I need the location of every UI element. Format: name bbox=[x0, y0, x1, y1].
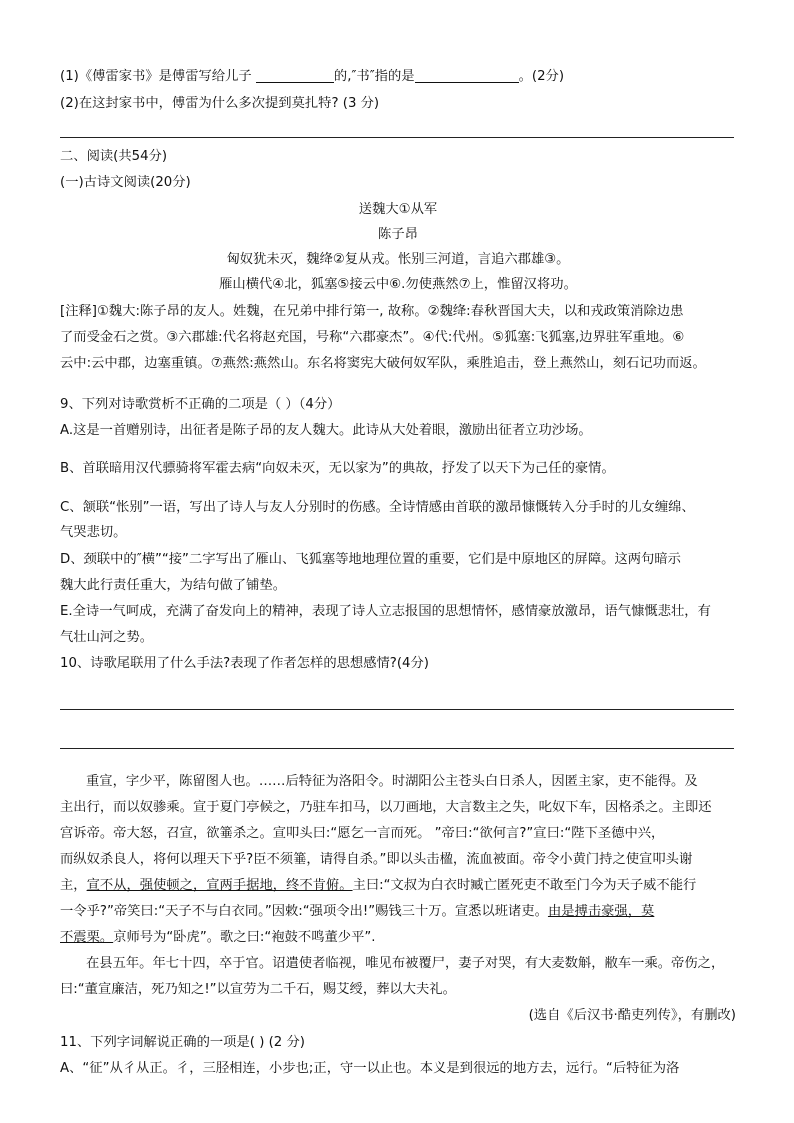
q1-mid: 的,″书″指的是 bbox=[333, 69, 415, 84]
poem-author: 陈子昂 bbox=[378, 227, 418, 242]
answer-blank-1[interactable] bbox=[256, 68, 334, 83]
subsection-title: (一)古诗文阅读(20分) bbox=[60, 175, 191, 190]
poem-title: 送魏大①从军 bbox=[358, 202, 438, 217]
note-line: 云中:云中郡，边塞重镇。⑦燕然:燕然山。东名将窦宪大破何奴军队，乘胜追击，登上燕然山，刻石记功而返。 bbox=[60, 356, 706, 371]
passage-line: 主出行，而以奴骖乘。宣于夏门亭候之，乃驻车扣马，以刀画地，大言数主之失，叱奴下车，因格杀之。主即还 bbox=[60, 800, 712, 815]
q9-option-d: D、颈联中的″横”“接”二字写出了雁山、飞狐塞等地地理位置的重要，它们是中原地区的屏障。这两句暗示 bbox=[60, 552, 681, 567]
q1-prefix: (1)《傅雷家书》是傅雷写给儿子 bbox=[60, 69, 256, 84]
q9-option-e-cont: 气壮山河之势。 bbox=[60, 630, 154, 645]
question-part-1 bbox=[60, 68, 736, 86]
q11-option-a: A、“征”从彳从正。彳，三胫相连，小步也;正，守一以止也。本义是到很远的地方去，远行。“后特征为洛 bbox=[60, 1061, 680, 1076]
underlined-sentence: 不震栗。 bbox=[60, 930, 114, 945]
poem-line-1: 匈奴犹未灭，魏绛②复从戎。怅别三河道，言追六郡雄③。 bbox=[226, 252, 570, 267]
q11-stem: 11、下列字词解说正确的一项是( ) (2 分) bbox=[60, 1035, 305, 1050]
passage-source: (选自《后汉书·酷吏列传》，有删改) bbox=[528, 1008, 736, 1023]
passage-line: 重宣，字少平，陈留图人也。……后特征为洛阳令。时湖阳公主苍头白日杀人，因匿主家，吏不能得。及 bbox=[86, 774, 698, 789]
q9-option-e: E.全诗一气呵成，充满了奋发向上的精神，表现了诗人立志报国的思想情怀，感情豪放激昂，语气慷慨悲壮，有 bbox=[60, 604, 711, 619]
poem-line-2: 雁山横代④北，狐塞⑤接云中⑥.勿使燕然⑦上，惟留汉将功。 bbox=[219, 277, 577, 292]
answer-blank-2[interactable] bbox=[415, 68, 519, 83]
q1-suffix: 。(2分) bbox=[518, 69, 565, 84]
q9-option-c: C、颔联“怅别”一语，写出了诗人与友人分别时的伤感。全诗情感由首联的激昂慷慨转入分手时的儿女缠绵、 bbox=[60, 500, 695, 515]
passage-line: 而纵奴杀良人，将何以理天下乎?臣不须箠，请得自杀。”即以头击楹，流血被面。帝令小黄门持之使宣叩头谢 bbox=[60, 852, 693, 867]
q9-option-a: A.这是一首赠别诗，出征者是陈子昂的友人魏大。此诗从大处着眼，激励出征者立功沙场。 bbox=[60, 423, 592, 438]
q9-option-b: B、首联暗用汉代骠骑将军霍去病“向奴未灭，无以家为”的典故，抒发了以天下为己任的豪情。 bbox=[60, 461, 615, 476]
q9-option-d-cont: 魏大此行责任重大，为结句做了铺垫。 bbox=[60, 578, 287, 593]
answer-line[interactable] bbox=[60, 137, 734, 138]
passage-line bbox=[60, 929, 736, 947]
q9-stem: 9、下列对诗歌赏析不正确的二项是（ ）（4分） bbox=[60, 397, 341, 412]
passage-line bbox=[60, 903, 736, 921]
note-line: 了而受金石之赏。③六郡雄:代名将赵充国，号称“六郡豪杰”。④代:代州。⑤狐塞:飞狐塞,边界驻军重地。⑥ bbox=[60, 330, 685, 345]
q9-option-c-cont: 气哭悲切。 bbox=[60, 525, 127, 540]
passage-text: 主曰:“文叔为白衣时臧亡匿死吏不敢至门今为天子威不能行 bbox=[352, 878, 697, 893]
answer-line[interactable] bbox=[60, 709, 734, 710]
underlined-sentence: 宣不从，强使顿之，宣两手据地，终不肯俯。 bbox=[86, 878, 353, 893]
passage-text: 一令乎?”帝笑曰:“天子不与白衣同。”因敕:“强项令出!”赐钱三十万。宣悉以班诸吏。 bbox=[60, 904, 548, 919]
section-title: 二、阅读(共54分) bbox=[60, 149, 168, 164]
passage-line: 曰:“董宣廉洁，死乃知之!”以宣劳为二千石，赐艾绶，葬以大夫礼。 bbox=[60, 982, 456, 997]
underlined-sentence: 由是搏击豪强，莫 bbox=[547, 904, 655, 919]
passage-text: 主， bbox=[60, 878, 87, 893]
note-line: [注释]①魏大:陈子昂的友人。姓魏，在兄弟中排行第一, 故称。②魏绛:春秋晋国大夫，以和戎政策消除边患 bbox=[60, 304, 684, 319]
passage-line: 宫诉帝。帝大怒，召宣，欲箠杀之。宣叩头曰:“愿乞一言而死。 ”帝曰:“欲何言?”宣曰:“陛下圣德中兴， bbox=[60, 826, 665, 841]
passage-text: 京师号为“卧虎”。歌之曰:“袍鼓不鸣董少平”. bbox=[113, 930, 376, 945]
answer-line[interactable] bbox=[60, 748, 734, 749]
passage-line bbox=[60, 877, 736, 895]
passage-line: 在县五年。年七十四，卒于官。诏遣使者临视，唯见布被覆尸，妻子对哭，有大麦数斛，敝车一乘。帝伤之， bbox=[86, 956, 725, 971]
question-part-2: (2)在这封家书中，傅雷为什么多次提到莫扎特? (3 分) bbox=[60, 96, 380, 111]
q10-stem: 10、诗歌尾联用了什么手法?表现了作者怎样的思想感情?(4分) bbox=[60, 656, 429, 671]
